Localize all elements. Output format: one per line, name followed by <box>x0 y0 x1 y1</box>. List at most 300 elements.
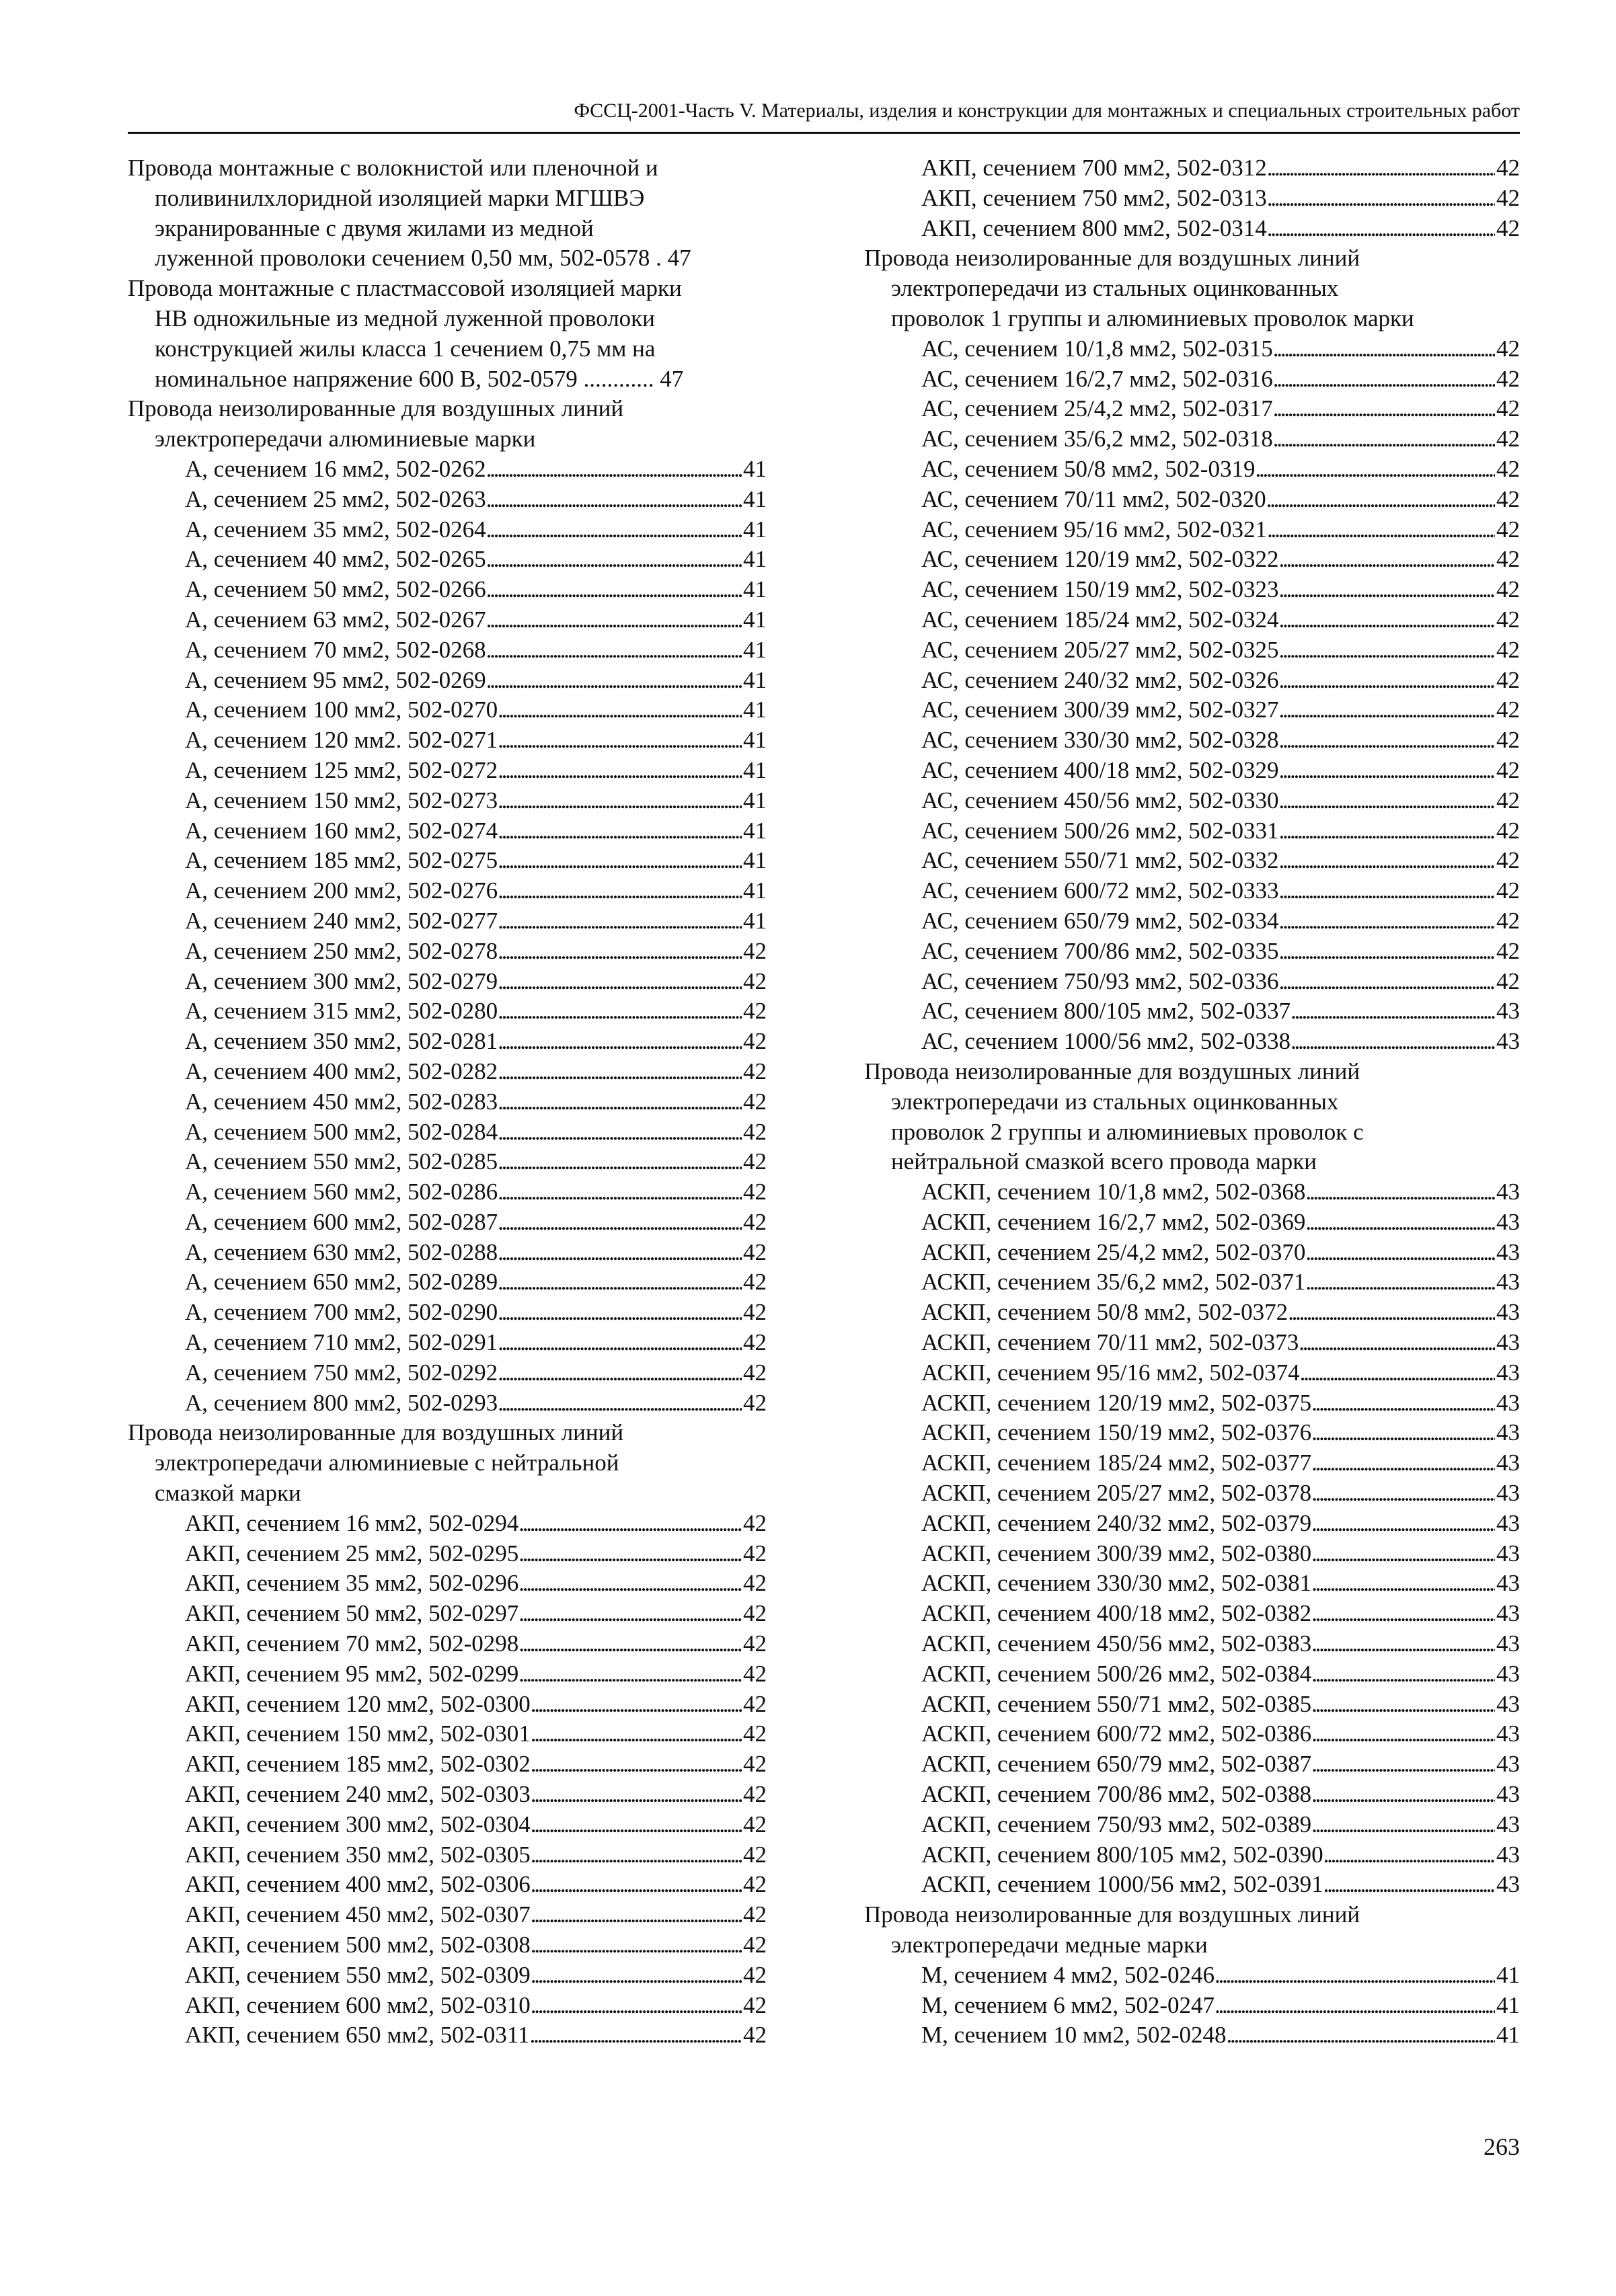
entry-label: А, сечением 350 мм2, 502-0281 <box>185 1028 498 1055</box>
entry-page-ref: 43 <box>1496 998 1520 1025</box>
entry-label: А, сечением 200 мм2, 502-0276 <box>185 877 498 904</box>
index-entry <box>864 1358 1520 1388</box>
dot-leader <box>1311 1810 1495 1840</box>
index-entry <box>864 695 1520 725</box>
dot-leader <box>1273 424 1495 454</box>
entry-label: АСКП, сечением 185/24 мм2, 502-0377 <box>921 1450 1312 1476</box>
entry-page-ref: 42 <box>743 2022 767 2049</box>
entry-page-ref: 42 <box>1496 335 1520 362</box>
index-entry <box>128 1659 767 1690</box>
index-entry <box>864 1690 1520 1720</box>
index-entry <box>864 364 1520 395</box>
dot-leader <box>1311 1478 1495 1509</box>
index-entry <box>128 1388 767 1419</box>
index-entry <box>864 1208 1520 1238</box>
index-entry <box>128 545 767 575</box>
index-entry <box>864 2020 1520 2051</box>
index-entry <box>864 184 1520 214</box>
dot-leader <box>498 1177 742 1208</box>
entry-page-ref: 43 <box>1496 1509 1520 1536</box>
entry-page-ref: 42 <box>1496 756 1520 783</box>
entry-label: АКП, сечением 95 мм2, 502-0299 <box>185 1660 519 1687</box>
index-entry <box>128 725 767 756</box>
entry-label: АСКП, сечением 600/72 мм2, 502-0386 <box>921 1720 1312 1747</box>
dot-leader <box>531 1810 742 1840</box>
entry-page-ref: 42 <box>1496 847 1520 874</box>
entry-page-ref: 42 <box>1496 606 1520 633</box>
entry-page-ref: 43 <box>1496 1871 1520 1898</box>
entry-label: А, сечением 50 мм2, 502-0266 <box>185 576 486 603</box>
dot-leader <box>518 1569 742 1599</box>
entry-page-ref: 42 <box>743 1932 767 1958</box>
entry-label: АСКП, сечением 70/11 мм2, 502-0373 <box>921 1329 1299 1356</box>
index-entry <box>864 1388 1520 1419</box>
entry-page-ref: 42 <box>1496 727 1520 754</box>
dot-leader <box>1255 454 1495 485</box>
entry-page-ref: 43 <box>1496 1359 1520 1386</box>
index-entry <box>128 1961 767 1991</box>
entry-label: АСКП, сечением 205/27 мм2, 502-0378 <box>921 1480 1312 1507</box>
entry-label: АС, сечением 10/1,8 мм2, 502-0315 <box>921 335 1273 362</box>
entry-label: АС, сечением 25/4,2 мм2, 502-0317 <box>921 395 1273 422</box>
entry-page-ref: 41 <box>1496 2022 1520 2049</box>
index-entry <box>128 1900 767 1930</box>
entry-page-ref: 42 <box>1496 937 1520 964</box>
index-heading-continuation: проволок 2 группы и алюминиевых проволок с <box>891 1118 1364 1145</box>
dot-leader <box>498 1388 742 1419</box>
entry-label: АС, сечением 120/19 мм2, 502-0322 <box>921 546 1279 573</box>
entry-label: А, сечением 800 мм2, 502-0293 <box>185 1389 498 1416</box>
entry-page-ref: 42 <box>1496 214 1520 241</box>
dot-leader <box>1311 1719 1495 1749</box>
dot-leader <box>1278 816 1495 846</box>
entry-page-ref: 42 <box>743 1690 767 1717</box>
entry-page-ref: 41 <box>743 847 767 874</box>
dot-leader <box>1215 1961 1495 1991</box>
entry-label: А, сечением 500 мм2, 502-0284 <box>185 1118 498 1145</box>
entry-page-ref: 41 <box>1496 1991 1520 2018</box>
dot-leader <box>486 666 742 696</box>
index-entry <box>864 515 1520 545</box>
index-entry <box>864 605 1520 635</box>
entry-page-ref: 42 <box>743 1208 767 1235</box>
index-heading-continuation: электропередачи алюминиевые с нейтральной <box>155 1450 619 1476</box>
entry-page-ref: 42 <box>743 1811 767 1837</box>
entry-label: АСКП, сечением 750/93 мм2, 502-0389 <box>921 1811 1312 1837</box>
entry-page-ref: 42 <box>743 1841 767 1868</box>
entry-page-ref: 41 <box>743 817 767 844</box>
entry-page-ref: 42 <box>743 998 767 1025</box>
entry-label: АС, сечением 450/56 мм2, 502-0330 <box>921 787 1279 814</box>
entry-label: АСКП, сечением 550/71 мм2, 502-0385 <box>921 1690 1312 1717</box>
entry-label: АС, сечением 550/71 мм2, 502-0332 <box>921 847 1279 874</box>
index-entry <box>128 1328 767 1358</box>
dot-leader <box>1278 695 1495 725</box>
dot-leader <box>1305 1267 1495 1298</box>
entry-label: А, сечением 100 мм2, 502-0270 <box>185 697 498 723</box>
entry-page-ref: 41 <box>743 907 767 934</box>
entry-label: А, сечением 300 мм2, 502-0279 <box>185 967 498 994</box>
index-entry <box>128 846 767 876</box>
entry-label: А, сечением 600 мм2, 502-0287 <box>185 1208 498 1235</box>
index-entry <box>128 635 767 666</box>
dot-leader <box>1291 996 1495 1027</box>
entry-page-ref: 41 <box>743 516 767 543</box>
dot-leader <box>1215 1991 1495 2021</box>
dot-leader <box>498 695 742 725</box>
dot-leader <box>486 515 742 545</box>
entry-label: А, сечением 70 мм2, 502-0268 <box>185 636 486 663</box>
index-entry <box>128 1749 767 1780</box>
entry-label: А, сечением 630 мм2, 502-0288 <box>185 1238 498 1265</box>
index-heading-continuation: НВ одножильные из медной луженной проволоки <box>155 305 655 331</box>
entry-label: АКП, сечением 120 мм2, 502-0300 <box>185 1690 531 1717</box>
entry-page-ref: 42 <box>1496 787 1520 814</box>
entry-page-ref: 43 <box>1496 1238 1520 1265</box>
index-entry <box>128 1840 767 1870</box>
entry-label: АКП, сечением 800 мм2, 502-0314 <box>921 214 1267 241</box>
dot-leader <box>498 786 742 816</box>
entry-label: АКП, сечением 700 мм2, 502-0312 <box>921 155 1267 181</box>
entry-page-ref: 42 <box>743 1058 767 1084</box>
dot-leader <box>1267 184 1495 214</box>
dot-leader <box>498 1027 742 1057</box>
entry-page-ref: 42 <box>743 1961 767 1988</box>
entry-label: АС, сечением 50/8 мм2, 502-0319 <box>921 455 1256 482</box>
entry-page-ref: 43 <box>1496 1540 1520 1567</box>
dot-leader <box>1311 1509 1495 1539</box>
dot-leader <box>498 816 742 846</box>
index-entry <box>864 1961 1520 1991</box>
entry-page-ref: 42 <box>743 1238 767 1265</box>
dot-leader <box>1278 725 1495 756</box>
index-entry <box>864 575 1520 605</box>
dot-leader <box>531 1719 742 1749</box>
dot-leader <box>529 2020 742 2051</box>
index-entry <box>128 485 767 515</box>
index-entry <box>128 756 767 786</box>
entry-page-ref: 42 <box>1496 907 1520 934</box>
entry-page-ref: 41 <box>743 485 767 512</box>
entry-page-ref: 42 <box>743 1118 767 1145</box>
dot-leader <box>498 725 742 756</box>
header-rule <box>128 132 1520 134</box>
index-entry <box>128 1147 767 1177</box>
entry-label: АСКП, сечением 16/2,7 мм2, 502-0369 <box>921 1208 1306 1235</box>
entry-page-ref: 42 <box>743 1600 767 1627</box>
index-entry <box>864 1780 1520 1810</box>
entry-label: АСКП, сечением 330/30 мм2, 502-0381 <box>921 1570 1312 1597</box>
entry-page-ref: 42 <box>743 1720 767 1747</box>
index-entry <box>864 1478 1520 1509</box>
entry-label: АС, сечением 205/27 мм2, 502-0325 <box>921 636 1279 663</box>
entry-label: АСКП, сечением 700/86 мм2, 502-0388 <box>921 1781 1312 1808</box>
entry-label: АС, сечением 650/79 мм2, 502-0334 <box>921 907 1279 934</box>
dot-leader <box>1278 635 1495 666</box>
entry-page-ref: 43 <box>1496 1299 1520 1326</box>
entry-label: А, сечением 185 мм2, 502-0275 <box>185 847 498 874</box>
entry-label: АС, сечением 150/19 мм2, 502-0323 <box>921 576 1279 603</box>
index-entry <box>128 1719 767 1749</box>
entry-label: АКП, сечением 70 мм2, 502-0298 <box>185 1630 519 1657</box>
entry-label: АС, сечением 240/32 мм2, 502-0326 <box>921 666 1279 693</box>
entry-label: АС, сечением 500/26 мм2, 502-0331 <box>921 817 1279 844</box>
index-entry <box>864 1418 1520 1448</box>
dot-leader <box>1266 485 1495 515</box>
index-entry <box>128 454 767 485</box>
entry-label: АКП, сечением 16 мм2, 502-0294 <box>185 1509 519 1536</box>
dot-leader <box>1311 1539 1495 1569</box>
entry-label: А, сечением 750 мм2, 502-0292 <box>185 1359 498 1386</box>
entry-page-ref: 43 <box>1496 1720 1520 1747</box>
entry-label: АКП, сечением 185 мм2, 502-0302 <box>185 1751 531 1778</box>
entry-label: АСКП, сечением 650/79 мм2, 502-0387 <box>921 1751 1312 1778</box>
dot-leader <box>498 1117 742 1148</box>
entry-page-ref: 42 <box>1496 817 1520 844</box>
entry-label: А, сечением 250 мм2, 502-0278 <box>185 937 498 964</box>
index-entry <box>864 1870 1520 1900</box>
entry-label: АСКП, сечением 450/56 мм2, 502-0383 <box>921 1630 1312 1657</box>
entry-label: АСКП, сечением 35/6,2 мм2, 502-0371 <box>921 1269 1306 1296</box>
entry-page-ref: 42 <box>743 1991 767 2018</box>
entry-label: А, сечением 95 мм2, 502-0269 <box>185 666 486 693</box>
dot-leader <box>486 605 742 635</box>
index-entry <box>864 876 1520 906</box>
dot-leader <box>1311 1629 1495 1659</box>
dot-leader <box>1311 1659 1495 1690</box>
index-entry <box>128 1509 767 1539</box>
dot-leader <box>1278 786 1495 816</box>
entry-page-ref: 42 <box>1496 485 1520 512</box>
index-entry <box>864 485 1520 515</box>
index-entry <box>128 1057 767 1087</box>
dot-leader <box>1273 364 1495 395</box>
entry-page-ref: 41 <box>743 455 767 482</box>
dot-leader <box>531 1840 742 1870</box>
dot-leader <box>1311 1749 1495 1780</box>
index-entry <box>864 1267 1520 1298</box>
index-entry <box>864 937 1520 967</box>
index-entry <box>128 1599 767 1629</box>
dot-leader <box>518 1509 742 1539</box>
dot-leader <box>531 1749 742 1780</box>
entry-label: А, сечением 120 мм2. 502-0271 <box>185 727 498 754</box>
index-entry <box>128 1298 767 1328</box>
entry-page-ref: 43 <box>1496 1841 1520 1868</box>
dot-leader <box>498 937 742 967</box>
entry-page-ref: 43 <box>1496 1570 1520 1597</box>
index-heading: Провода неизолированные для воздушных линий <box>128 1419 624 1446</box>
entry-label: АС, сечением 35/6,2 мм2, 502-0318 <box>921 426 1273 452</box>
dot-leader <box>518 1629 742 1659</box>
entry-page-ref: 42 <box>743 1389 767 1416</box>
entry-page-ref: 43 <box>1496 1811 1520 1837</box>
dot-leader <box>1267 515 1495 545</box>
entry-label: АКП, сечением 550 мм2, 502-0309 <box>185 1961 531 1988</box>
entry-label: АСКП, сечением 50/8 мм2, 502-0372 <box>921 1299 1288 1326</box>
page-number: 263 <box>1484 2133 1520 2160</box>
dot-leader <box>486 545 742 575</box>
dot-leader <box>1267 153 1495 184</box>
dot-leader <box>1267 214 1495 244</box>
entry-label: АС, сечением 185/24 мм2, 502-0324 <box>921 606 1279 633</box>
entry-page-ref: 43 <box>1496 1480 1520 1507</box>
entry-page-ref: 42 <box>1496 877 1520 904</box>
entry-page-ref: 41 <box>743 877 767 904</box>
index-entry <box>128 605 767 635</box>
index-heading: Провода монтажные с волокнистой или пленочной и <box>128 155 658 181</box>
index-entry <box>128 1690 767 1720</box>
entry-label: А, сечением 560 мм2, 502-0286 <box>185 1179 498 1205</box>
entry-page-ref: 42 <box>743 1148 767 1175</box>
index-entry <box>864 1509 1520 1539</box>
index-heading-continuation: смазкой марки <box>155 1480 301 1507</box>
dot-leader <box>1226 2020 1495 2051</box>
index-entry <box>864 1177 1520 1208</box>
index-entry <box>864 756 1520 786</box>
index-entry <box>864 996 1520 1027</box>
entry-label: АС, сечением 400/18 мм2, 502-0329 <box>921 756 1279 783</box>
index-entry <box>128 1117 767 1148</box>
entry-page-ref: 42 <box>743 1540 767 1567</box>
entry-page-ref: 42 <box>743 1509 767 1536</box>
entry-label: А, сечением 125 мм2, 502-0272 <box>185 756 498 783</box>
dot-leader <box>498 1328 742 1358</box>
index-entry <box>864 1328 1520 1358</box>
dot-leader <box>486 454 742 485</box>
index-heading-continuation: электропередачи из стальных оцинкованных <box>891 275 1339 302</box>
entry-page-ref: 41 <box>743 576 767 603</box>
entry-page-ref: 42 <box>743 1901 767 1928</box>
dot-leader <box>1323 1840 1495 1870</box>
index-entry <box>864 214 1520 244</box>
dot-leader <box>498 1358 742 1388</box>
index-entry <box>128 515 767 545</box>
entry-page-ref: 42 <box>1496 516 1520 543</box>
entry-page-ref: 42 <box>1496 426 1520 452</box>
dot-leader <box>498 876 742 906</box>
index-entry <box>864 967 1520 997</box>
index-heading-continuation: нейтральной смазкой всего провода марки <box>891 1148 1317 1175</box>
entry-label: АКП, сечением 50 мм2, 502-0297 <box>185 1600 519 1627</box>
dot-leader <box>1278 756 1495 786</box>
entry-page-ref: 42 <box>1496 184 1520 211</box>
index-entry <box>128 876 767 906</box>
entry-label: АС, сечением 330/30 мм2, 502-0328 <box>921 727 1279 754</box>
entry-page-ref: 43 <box>1496 1630 1520 1657</box>
entry-label: А, сечением 16 мм2, 502-0262 <box>185 455 486 482</box>
entry-page-ref: 43 <box>1496 1028 1520 1055</box>
entry-page-ref: 42 <box>743 1028 767 1055</box>
index-heading-continuation: номинальное напряжение 600 В, 502-0579 ............ 47 <box>155 365 684 392</box>
index-entry <box>864 1298 1520 1328</box>
index-entry <box>864 1629 1520 1659</box>
index-entry <box>128 1238 767 1268</box>
dot-leader <box>498 1208 742 1238</box>
entry-page-ref: 42 <box>1496 697 1520 723</box>
index-entry <box>128 1539 767 1569</box>
index-entry <box>128 786 767 816</box>
entry-label: АС, сечением 300/39 мм2, 502-0327 <box>921 697 1279 723</box>
index-entry <box>128 2020 767 2051</box>
dot-leader <box>1278 906 1495 937</box>
index-entry <box>128 1087 767 1117</box>
entry-label: АКП, сечением 450 мм2, 502-0307 <box>185 1901 531 1928</box>
dot-leader <box>1278 876 1495 906</box>
entry-page-ref: 42 <box>743 967 767 994</box>
entry-page-ref: 43 <box>1496 1690 1520 1717</box>
entry-page-ref: 42 <box>1496 967 1520 994</box>
entry-page-ref: 43 <box>1496 1389 1520 1416</box>
entry-page-ref: 41 <box>743 546 767 573</box>
entry-page-ref: 43 <box>1496 1269 1520 1296</box>
index-entry <box>128 1780 767 1810</box>
index-heading: Провода монтажные с пластмассовой изоляцией марки <box>128 275 682 302</box>
index-heading: Провода неизолированные для воздушных линий <box>864 1901 1360 1928</box>
entry-label: АКП, сечением 350 мм2, 502-0305 <box>185 1841 531 1868</box>
index-entry <box>864 1810 1520 1840</box>
entry-page-ref: 41 <box>1496 1961 1520 1988</box>
entry-page-ref: 42 <box>743 1660 767 1687</box>
dot-leader <box>1288 1298 1495 1328</box>
dot-leader <box>1311 1418 1495 1448</box>
dot-leader <box>1305 1177 1495 1208</box>
index-heading-continuation: экранированные с двумя жилами из медной <box>155 214 594 241</box>
entry-page-ref: 43 <box>1496 1660 1520 1687</box>
dot-leader <box>1278 666 1495 696</box>
index-entry <box>864 666 1520 696</box>
entry-label: АС, сечением 95/16 мм2, 502-0321 <box>921 516 1267 543</box>
entry-label: АСКП, сечением 400/18 мм2, 502-0382 <box>921 1600 1312 1627</box>
index-heading: Провода неизолированные для воздушных линий <box>128 395 624 422</box>
dot-leader <box>1305 1208 1495 1238</box>
entry-label: А, сечением 550 мм2, 502-0285 <box>185 1148 498 1175</box>
dot-leader <box>486 635 742 666</box>
index-column-right <box>864 153 1520 2051</box>
dot-leader <box>1323 1870 1495 1900</box>
index-entry <box>864 1991 1520 2021</box>
index-entry <box>864 846 1520 876</box>
entry-page-ref: 42 <box>1496 395 1520 422</box>
dot-leader <box>1278 545 1495 575</box>
dot-leader <box>1278 937 1495 967</box>
dot-leader <box>498 967 742 997</box>
dot-leader <box>498 1298 742 1328</box>
dot-leader <box>518 1659 742 1690</box>
entry-page-ref: 43 <box>1496 1781 1520 1808</box>
entry-page-ref: 43 <box>1496 1208 1520 1235</box>
entry-label: АС, сечением 1000/56 мм2, 502-0338 <box>921 1028 1291 1055</box>
entry-label: АСКП, сечением 1000/56 мм2, 502-0391 <box>921 1871 1323 1898</box>
dot-leader <box>531 1870 742 1900</box>
index-heading-continuation: луженной проволоки сечением 0,50 мм, 502-0578 . 47 <box>155 245 691 272</box>
entry-page-ref: 42 <box>743 1871 767 1898</box>
index-entry <box>864 394 1520 424</box>
index-entry <box>128 937 767 967</box>
index-heading-continuation: поливинилхлоридной изоляцией марки МГШВЭ <box>155 184 645 211</box>
index-heading: Провода неизолированные для воздушных линий <box>864 245 1360 272</box>
dot-leader <box>1311 1388 1495 1419</box>
entry-label: А, сечением 450 мм2, 502-0283 <box>185 1088 498 1115</box>
index-entry <box>128 1629 767 1659</box>
entry-label: А, сечением 25 мм2, 502-0263 <box>185 485 486 512</box>
dot-leader <box>1299 1328 1495 1358</box>
index-entry <box>864 1659 1520 1690</box>
entry-label: М, сечением 6 мм2, 502-0247 <box>921 1991 1215 2018</box>
entry-page-ref: 41 <box>743 636 767 663</box>
dot-leader <box>518 1539 742 1569</box>
dot-leader <box>1278 605 1495 635</box>
